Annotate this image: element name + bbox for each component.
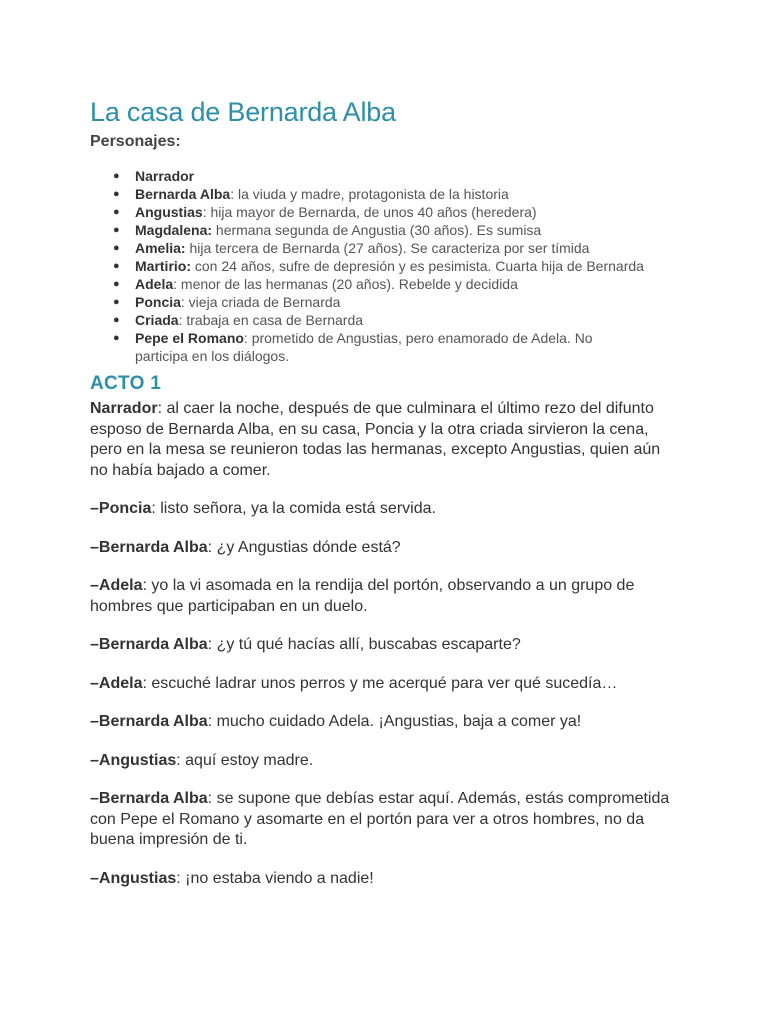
character-name: Narrador: [135, 168, 195, 184]
character-description: : hija mayor de Bernarda, de unos 40 años (heredera): [202, 204, 537, 220]
character-name: Criada: [135, 312, 179, 328]
bullet-icon: ●: [113, 314, 120, 326]
list-item: [90, 167, 645, 185]
dialogue-text: : se supone que debías estar aquí. Además, estás comprometida con Pepe el Romano y asomarte en el portón para ver a otros hombres, no da buena impresión de ti.: [90, 790, 670, 848]
bullet-icon: ●: [113, 296, 120, 308]
dialogue-paragraph: [90, 789, 680, 851]
dialogue-text: : listo señora, ya la comida está servida.: [151, 500, 436, 517]
dialogue-text: : al caer la noche, después de que culminara el último rezo del difunto esposo de Bernarda Alba, en su casa, Poncia y la otra criada sirvieron la cena, pero en la mesa se reunieron todas las hermanas, excepto Angustias, quien aún no había bajado a comer.: [90, 400, 661, 479]
speaker-name: –Angustias: [90, 869, 177, 887]
dialogue-text: : mucho cuidado Adela. ¡Angustias, baja a comer ya!: [207, 713, 582, 730]
speaker-name: –Adela: [90, 577, 143, 594]
character-description: : trabaja en casa de Bernarda: [178, 312, 364, 328]
bullet-icon: ●: [113, 170, 120, 182]
dialogue-paragraph: [90, 499, 680, 520]
act-heading: ACTO 1: [90, 373, 162, 394]
speaker-name: Narrador: [90, 400, 158, 417]
list-item: [90, 293, 645, 311]
dialogue-paragraph: [90, 712, 680, 733]
dialogue-text: : yo la vi asomada en la rendija del portón, observando a un grupo de hombres que participaban en un duelo.: [90, 577, 635, 615]
character-name: Adela: [135, 276, 174, 292]
character-description: : vieja criada de Bernarda: [180, 294, 341, 310]
speaker-name: –Adela: [90, 674, 143, 692]
dialogue-text: : aquí estoy madre.: [176, 751, 314, 769]
dialogue-paragraph: [90, 538, 680, 559]
document-title: La casa de Bernarda Alba: [90, 97, 396, 127]
character-name: Angustias: [135, 204, 203, 220]
list-item: [90, 239, 645, 257]
dialogue-text: : escuché ladrar unos perros y me acerqué para ver qué sucedía…: [142, 674, 618, 692]
dialogue-text: : ¿y tú qué hacías allí, buscabas escaparte?: [207, 636, 521, 653]
character-name: Bernarda Alba: [135, 186, 231, 202]
dialogue-paragraph: [90, 674, 680, 695]
bullet-icon: ●: [113, 188, 120, 200]
bullet-icon: ●: [113, 206, 120, 218]
list-item: [90, 185, 645, 203]
character-name: Magdalena:: [135, 222, 213, 238]
speaker-name: –Bernarda Alba: [90, 713, 208, 730]
dialogue-text: : ¡no estaba viendo a nadie!: [176, 869, 374, 887]
speaker-name: –Angustias: [90, 751, 177, 769]
character-description: : menor de las hermanas (20 años). Rebelde y decidida: [173, 276, 518, 292]
list-item: [90, 329, 645, 365]
list-item: [90, 221, 645, 239]
list-item: [90, 311, 645, 329]
list-item: [90, 203, 645, 221]
bullet-icon: ●: [113, 242, 120, 254]
character-name: Poncia: [135, 294, 181, 310]
dialogue-paragraph: [90, 635, 680, 656]
dialogue-paragraph: [90, 751, 680, 772]
bullet-icon: ●: [113, 260, 120, 272]
speaker-name: –Bernarda Alba: [90, 790, 208, 807]
characters-heading: Personajes:: [90, 133, 181, 150]
character-name: Martirio:: [135, 258, 191, 274]
character-description: : la viuda y madre, protagonista de la historia: [230, 186, 509, 202]
list-item: [90, 275, 645, 293]
list-item: [90, 257, 645, 275]
bullet-icon: ●: [113, 224, 120, 236]
bullet-icon: ●: [113, 278, 120, 290]
dialogue-paragraph: [90, 869, 680, 890]
character-name: Pepe el Romano: [135, 330, 244, 346]
dialogue-text: : ¿y Angustias dónde está?: [207, 538, 401, 556]
characters-list: [90, 167, 690, 365]
document-page: [90, 96, 690, 889]
character-name: Amelia:: [135, 240, 186, 256]
dialogue-paragraph: [90, 576, 680, 617]
speaker-name: –Bernarda Alba: [90, 636, 208, 653]
character-description: hermana segunda de Angustia (30 años). Es sumisa: [212, 222, 542, 238]
speaker-name: –Bernarda Alba: [90, 538, 208, 556]
bullet-icon: ●: [113, 332, 120, 344]
character-description: hija tercera de Bernarda (27 años). Se caracteriza por ser tímida: [185, 240, 590, 256]
speaker-name: –Poncia: [90, 500, 152, 517]
character-description: : prometido de Angustias, pero enamorado de Adela. No participa en los diálogos.: [135, 330, 593, 364]
dialogue-paragraph: [90, 399, 680, 481]
character-description: con 24 años, sufre de depresión y es pesimista. Cuarta hija de Bernarda: [191, 258, 644, 274]
